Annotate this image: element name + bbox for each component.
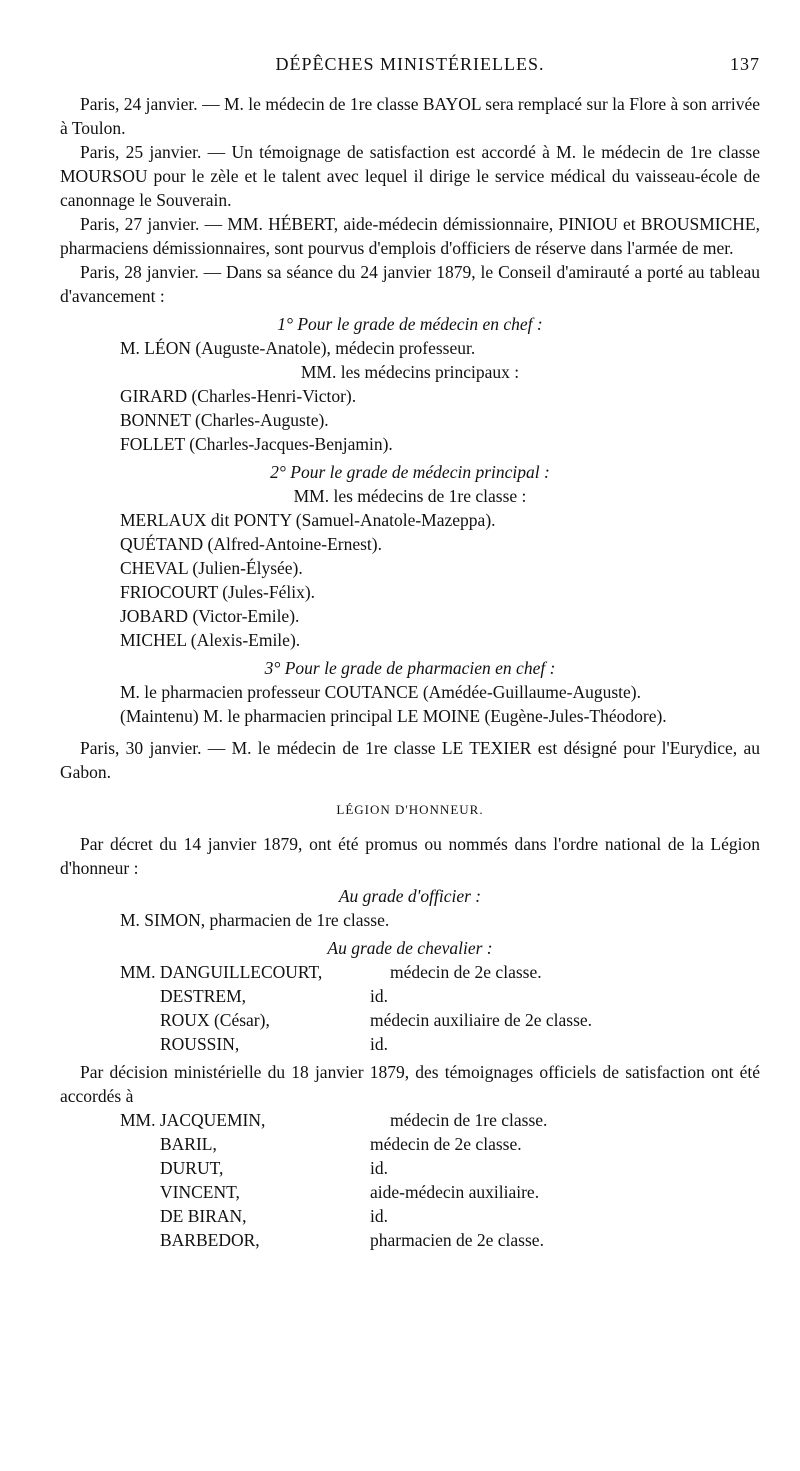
- list-item: [60, 984, 760, 1008]
- satisfaction-rank: médecin de 2e classe.: [370, 1134, 522, 1154]
- page-number: 137: [730, 54, 760, 74]
- paragraph-le-texier: Paris, 30 janvier. — M. le médecin de 1re classe LE TEXIER est désigné pour l'Eurydice, au Gabon.: [60, 738, 760, 782]
- grade1-names: [60, 384, 760, 456]
- list-item: CHEVAL (Julien-Élysée).: [120, 558, 303, 578]
- grade1-heading: 1° Pour le grade de médecin en chef :: [277, 314, 543, 334]
- list-item: [60, 1108, 760, 1132]
- satisfaction-rank: id.: [370, 1206, 388, 1226]
- chevalier-name: ROUSSIN,: [160, 1034, 240, 1054]
- chevalier-rank: id.: [370, 1034, 388, 1054]
- grade2-subheading: MM. les médecins de 1re classe :: [293, 486, 527, 506]
- grade1-subheading: MM. les médecins principaux :: [300, 362, 520, 382]
- satisfaction-rank: id.: [370, 1158, 388, 1178]
- chevalier-list: [60, 960, 760, 1056]
- grade3-heading: 3° Pour le grade de pharmacien en chef :: [264, 658, 556, 678]
- list-item: BONNET (Charles-Auguste).: [120, 410, 329, 430]
- list-item: [60, 960, 760, 984]
- grade2-heading: 2° Pour le grade de médecin principal :: [270, 462, 550, 482]
- chevalier-rank: médecin de 2e classe.: [390, 962, 542, 982]
- list-item: [60, 1228, 760, 1252]
- paragraph-moursou: Paris, 25 janvier. — Un témoignage de satisfaction est accordé à M. le médecin de 1re classe MOURSOU pour le zèle et le talent avec lequel il dirige le service médical du vaisseau-école de canonnage le Souverain.: [60, 142, 760, 210]
- satisfaction-name: DE BIRAN,: [160, 1206, 247, 1226]
- list-item: FOLLET (Charles-Jacques-Benjamin).: [120, 434, 393, 454]
- satisfaction-name: BARBEDOR,: [160, 1230, 260, 1250]
- grade3-le-moine: (Maintenu) M. le pharmacien principal LE MOINE (Eugène-Jules-Théodore).: [120, 706, 667, 726]
- page-body: [60, 92, 760, 1252]
- satisfaction-list: [60, 1108, 760, 1252]
- chevalier-rank: médecin auxiliaire de 2e classe.: [370, 1010, 593, 1030]
- list-item: [60, 1032, 760, 1056]
- header-title: DÉPÊCHES MINISTÉRIELLES.: [275, 54, 545, 74]
- list-item: GIRARD (Charles-Henri-Victor).: [120, 386, 357, 406]
- grade2-names: [60, 508, 760, 652]
- grade3-coutance: M. le pharmacien professeur COUTANCE (Amédée-Guillaume-Auguste).: [120, 682, 642, 702]
- satisfaction-name: MM. JACQUEMIN,: [120, 1110, 266, 1130]
- running-header: [60, 52, 760, 82]
- grade1-leon: M. LÉON (Auguste-Anatole), médecin professeur.: [120, 338, 476, 358]
- paragraph-conseil: Paris, 28 janvier. — Dans sa séance du 24 janvier 1879, le Conseil d'amirauté a porté au tableau d'avancement :: [60, 262, 760, 306]
- chevalier-rank: id.: [370, 986, 388, 1006]
- officer-simon: M. SIMON, pharmacien de 1re classe.: [120, 910, 390, 930]
- satisfaction-rank: aide-médecin auxiliaire.: [370, 1182, 540, 1202]
- list-item: [60, 1180, 760, 1204]
- satisfaction-name: BARIL,: [160, 1134, 217, 1154]
- chevalier-name: DESTREM,: [160, 986, 247, 1006]
- list-item: MERLAUX dit PONTY (Samuel-Anatole-Mazeppa).: [120, 510, 496, 530]
- list-item: QUÉTAND (Alfred-Antoine-Ernest).: [120, 534, 382, 554]
- satisfaction-name: VINCENT,: [160, 1182, 240, 1202]
- list-item: [60, 1204, 760, 1228]
- list-item: [60, 1132, 760, 1156]
- officer-heading: Au grade d'officier :: [338, 886, 482, 906]
- satisfaction-intro: Par décision ministérielle du 18 janvier 1879, des témoignages officiels de satisfaction ont été accordés à: [60, 1062, 760, 1106]
- paragraph-bayol: Paris, 24 janvier. — M. le médecin de 1re classe BAYOL sera remplacé sur la Flore à son arrivée à Toulon.: [60, 94, 760, 138]
- list-item: JOBARD (Victor-Emile).: [120, 606, 300, 626]
- satisfaction-rank: médecin de 1re classe.: [390, 1110, 548, 1130]
- list-item: FRIOCOURT (Jules-Félix).: [120, 582, 316, 602]
- paragraph-hebert: Paris, 27 janvier. — MM. HÉBERT, aide-médecin démissionnaire, PINIOU et BROUSMICHE, pharmaciens démissionnaires, sont pourvus d'emplois d'officiers de réserve dans l'armée de mer.: [60, 214, 760, 258]
- list-item: [60, 1156, 760, 1180]
- chevalier-name: ROUX (César),: [160, 1010, 270, 1030]
- legion-section-title: LÉGION D'HONNEUR.: [336, 802, 484, 817]
- satisfaction-rank: pharmacien de 2e classe.: [370, 1230, 544, 1250]
- chevalier-name: MM. DANGUILLECOURT,: [120, 962, 323, 982]
- list-item: MICHEL (Alexis-Emile).: [120, 630, 301, 650]
- legion-intro: Par décret du 14 janvier 1879, ont été promus ou nommés dans l'ordre national de la Légion d'honneur :: [60, 834, 760, 878]
- satisfaction-name: DURUT,: [160, 1158, 224, 1178]
- chevalier-heading: Au grade de chevalier :: [327, 938, 493, 958]
- list-item: [60, 1008, 760, 1032]
